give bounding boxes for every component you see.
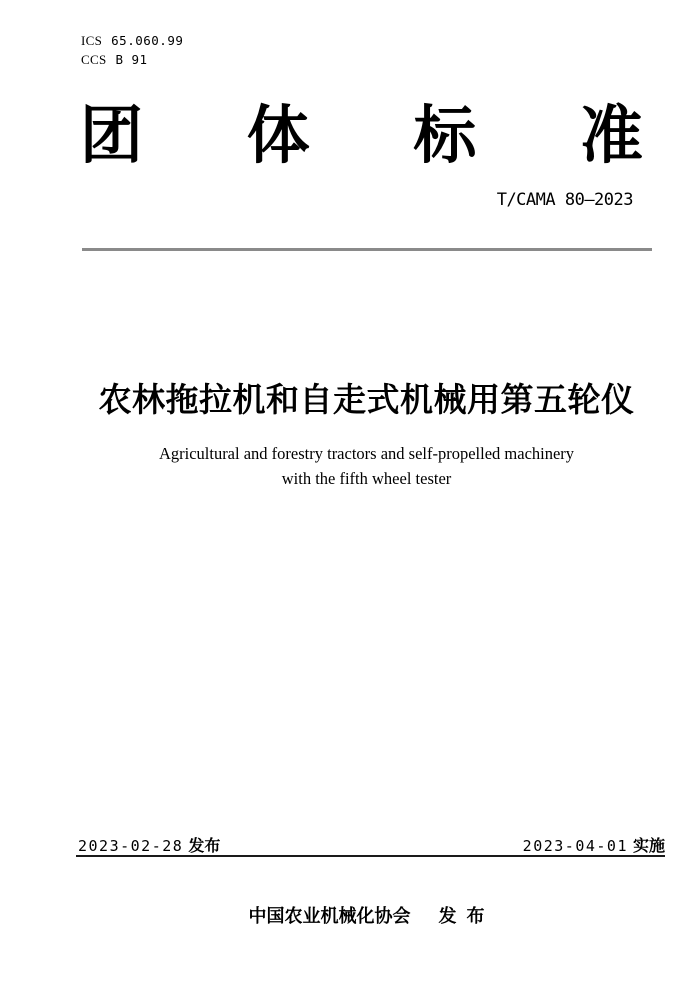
- header-rule: [82, 248, 652, 251]
- publisher-org: 中国农业机械化协会: [248, 906, 411, 926]
- doc-type-char: 体: [246, 101, 310, 171]
- doc-type-char: 团: [80, 101, 143, 171]
- doc-type-char: 标: [413, 101, 477, 171]
- issue-date: 2023-02-28: [78, 837, 184, 855]
- standard-title-en-line1: Agricultural and forestry tractors and self-propelled machinery: [158, 444, 575, 463]
- standard-title-en: [60, 441, 673, 491]
- implement-label: 实施: [632, 838, 665, 855]
- ccs-label: CCS: [81, 52, 107, 67]
- ics-value: 65.060.99: [111, 33, 184, 48]
- ics-code-line: [81, 33, 183, 49]
- implement-date: 2023-04-01: [522, 837, 628, 855]
- standard-title-zh: 农林拖拉机和自走式机械用第五轮仪: [98, 381, 635, 418]
- document-type-title: [80, 103, 643, 169]
- ccs-value: B 91: [115, 52, 148, 67]
- dates-row: [78, 833, 665, 856]
- footer-rule: [76, 855, 665, 857]
- doc-type-char: 准: [579, 101, 643, 171]
- standard-number: T/CAMA 80—2023: [496, 190, 633, 210]
- standard-title-en-line2: with the fifth wheel tester: [281, 469, 452, 488]
- ccs-code-line: [81, 52, 148, 68]
- ics-label: ICS: [81, 33, 103, 48]
- issue-date-block: [78, 833, 220, 856]
- publisher-row: [40, 902, 693, 928]
- publisher-action: 发 布: [438, 906, 485, 926]
- issue-label: 发布: [188, 838, 221, 855]
- implement-date-block: [523, 833, 665, 856]
